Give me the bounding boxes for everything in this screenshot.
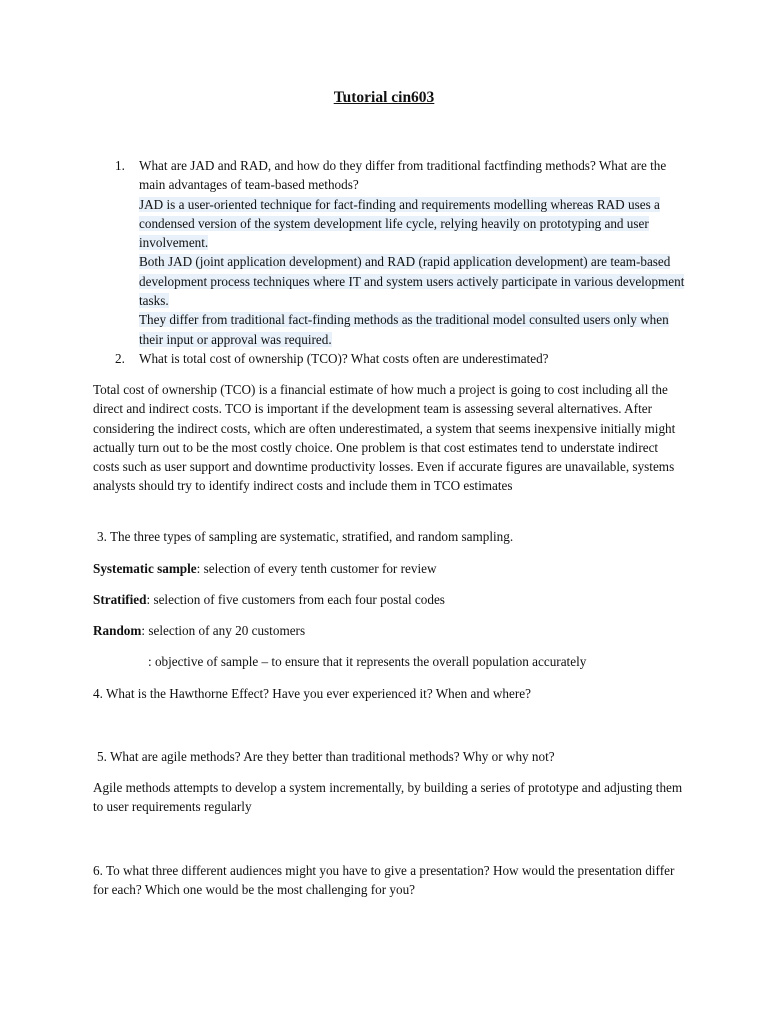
question-6-text: 6. To what three different audiences might you have to give a presentation? How would the presentation differ for each? Which one would be the most challenging for you?: [93, 863, 675, 898]
question-5-answer: Agile methods attempts to develop a system incrementally, by building a series of prototype and adjusting them to user requirements regularly: [93, 780, 683, 815]
sampling-systematic-label: Systematic sample: [93, 561, 197, 576]
question-1-number: 1.: [115, 158, 125, 173]
sampling-systematic-text: : selection of every tenth customer for review: [196, 561, 437, 576]
sampling-random: [93, 621, 683, 640]
question-1-text: What are JAD and RAD, and how do they differ from traditional factfinding methods? What are the main advantages of team-based methods?: [139, 158, 667, 193]
question-1-answer-1: JAD is a user-oriented technique for fact-finding and requirements modelling whereas RAD uses a condensed version of the system development life cycle, relying heavily on prototyping and user involvement.: [139, 196, 660, 251]
question-2-answer: Total cost of ownership (TCO) is a financial estimate of how much a project is going to cost including all the direct and indirect costs. TCO is important if the development team is assessing several alternatives. After considering the indirect costs, which are often underestimated, a system that seems inexpensive initially might actually turn out to be the most costly choice. One problem is that cost estimates tend to understate indirect costs such as user support and downtime productivity losses. Even if accurate figures are unavailable, systems analysts should try to identify indirect costs and include them in TCO estimates: [93, 382, 676, 494]
sampling-random-label: Random: [93, 623, 142, 638]
question-2-number: 2.: [115, 351, 125, 366]
question-4-text: 4. What is the Hawthorne Effect? Have you ever experienced it? When and where?: [93, 686, 531, 701]
sampling-random-text: : selection of any 20 customers: [141, 623, 306, 638]
question-1-answer-2: Both JAD (joint application development) and RAD (rapid application development) are team-based development process techniques where IT and system users actively participate in various development tasks.: [139, 254, 685, 309]
question-3-intro: 3. The three types of sampling are systematic, stratified, and random sampling.: [97, 529, 514, 544]
sampling-systematic: [93, 559, 683, 578]
sampling-stratified-text: : selection of five customers from each four postal codes: [146, 592, 445, 607]
sampling-objective: : objective of sample – to ensure that it represents the overall population accurately: [148, 654, 587, 669]
sampling-stratified-label: Stratified: [93, 592, 147, 607]
question-1-body: [139, 156, 685, 349]
sampling-stratified: [93, 590, 683, 609]
question-5-text: 5. What are agile methods? Are they better than traditional methods? Why or why not?: [97, 749, 555, 764]
page-title: Tutorial cin603: [333, 89, 435, 106]
question-1-answer-3: They differ from traditional fact-finding methods as the traditional model consulted users only when their input or approval was required.: [139, 312, 669, 347]
question-2-text: What is total cost of ownership (TCO)? What costs often are underestimated?: [139, 351, 549, 366]
